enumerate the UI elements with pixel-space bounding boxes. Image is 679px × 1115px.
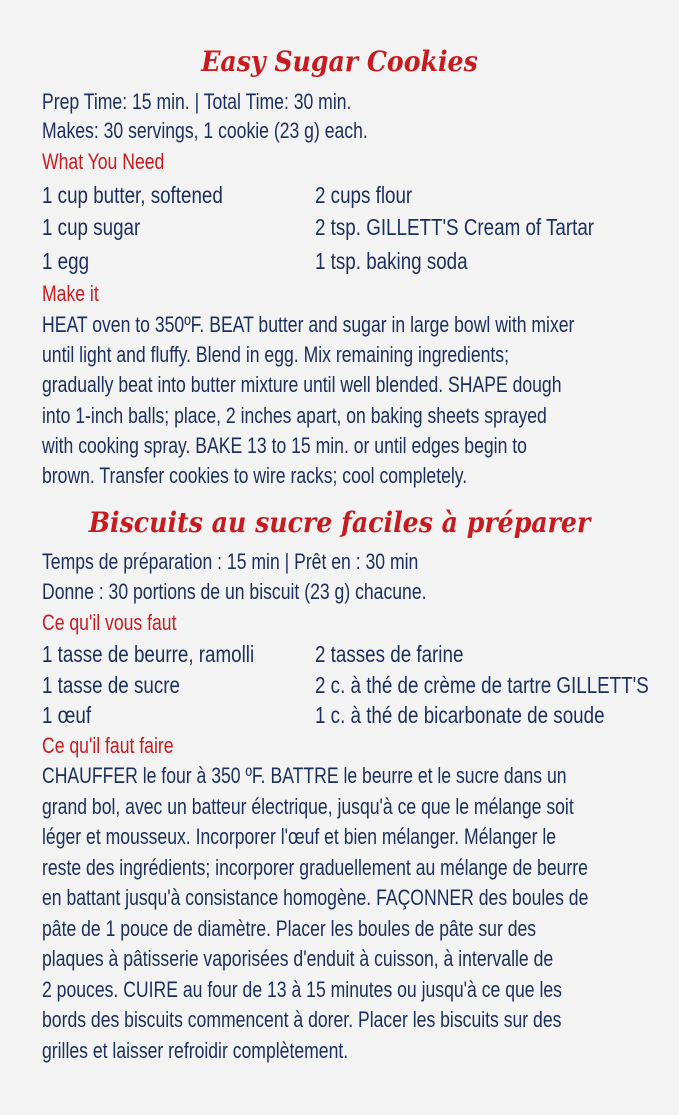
ingredient-item: 1 tasse de sucre [42,672,180,698]
direction-line: reste des ingrédients; incorporer graduellement au mélange de beurre [42,855,588,880]
english-recipe-title: Easy Sugar Cookies [201,45,478,78]
direction-line: gradually beat into butter mixture until well blended. SHAPE dough [42,372,562,397]
direction-line: brown. Transfer cookies to wire racks; cool completely. [42,463,468,488]
ingredient-item: 1 cup sugar [42,214,141,240]
french-directions-heading: Ce qu'il faut faire [42,733,174,758]
direction-line: until light and fluffy. Blend in egg. Mix remaining ingredients; [42,342,509,367]
direction-line: grand bol, avec un batteur électrique, jusqu'à ce que le mélange soit [42,794,574,819]
direction-line: with cooking spray. BAKE 13 to 15 min. or until edges begin to [42,433,527,458]
direction-line: CHAUFFER le four à 350 ºF. BATTRE le beurre et le sucre dans un [42,763,567,788]
english-directions-heading: Make it [42,281,99,306]
direction-line: pâte de 1 pouce de diamètre. Placer les boules de pâte sur des [42,916,537,941]
ingredient-item: 2 tsp. GILLETT'S Cream of Tartar [315,214,595,240]
ingredient-item: 1 œuf [42,702,92,728]
ingredient-item: 1 c. à thé de bicarbonate de soude [315,702,605,728]
direction-line: plaques à pâtisserie vaporisées d'enduit à cuisson, à intervalle de [42,946,554,971]
direction-line: 2 pouces. CUIRE au four de 13 à 15 minutes ou jusqu'à ce que les [42,977,562,1002]
ingredient-item: 2 cups flour [315,182,413,208]
ingredient-item: 2 c. à thé de crème de tartre GILLETT'S [315,672,649,698]
english-servings-info: Makes: 30 servings, 1 cookie (23 g) each. [42,118,368,143]
english-time-info: Prep Time: 15 min. | Total Time: 30 min. [42,89,352,114]
direction-line: HEAT oven to 350ºF. BEAT butter and sugar in large bowl with mixer [42,312,575,337]
ingredient-item: 1 egg [42,248,90,274]
english-ingredients-heading: What You Need [42,149,165,174]
direction-line: into 1-inch balls; place, 2 inches apart, on baking sheets sprayed [42,403,547,428]
french-time-info: Temps de préparation : 15 min | Prêt en : 30 min [42,549,419,574]
french-ingredients-heading: Ce qu'il vous faut [42,610,177,635]
ingredient-item: 1 cup butter, softened [42,182,223,208]
ingredient-item: 1 tsp. baking soda [315,248,468,274]
direction-line: léger et mousseux. Incorporer l'œuf et bien mélanger. Mélanger le [42,824,557,849]
ingredient-item: 2 tasses de farine [315,641,464,667]
direction-line: grilles et laisser refroidir complètement. [42,1038,349,1063]
direction-line: bords des biscuits commencent à dorer. Placer les biscuits sur des [42,1007,562,1032]
french-recipe-title: Biscuits au sucre faciles à préparer [88,506,591,539]
ingredient-item: 1 tasse de beurre, ramolli [42,641,255,667]
french-servings-info: Donne : 30 portions de un biscuit (23 g) chacune. [42,579,427,604]
direction-line: en battant jusqu'à consistance homogène. FAÇONNER des boules de [42,885,589,910]
